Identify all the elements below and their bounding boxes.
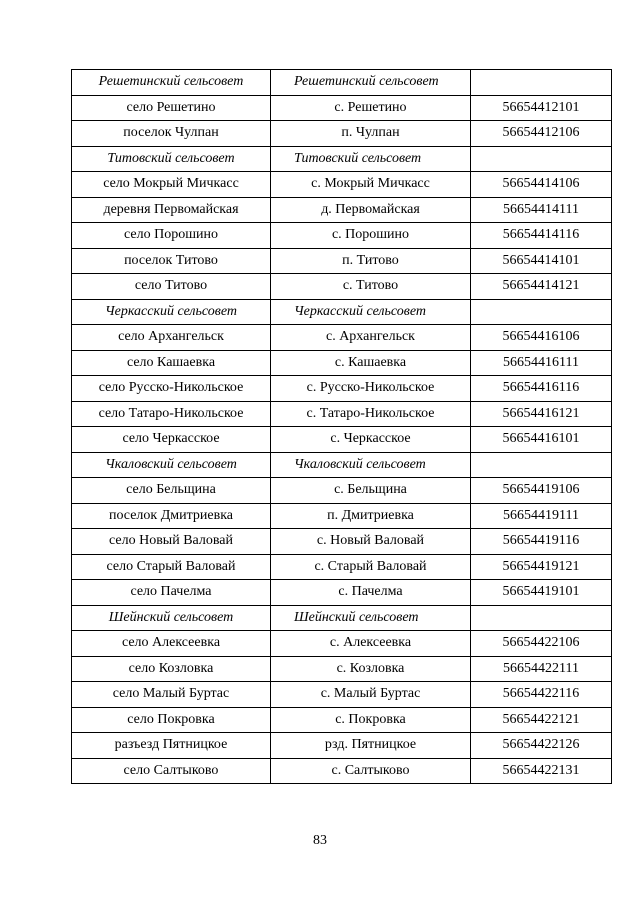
settlement-name-cell: село Титово <box>72 274 271 300</box>
table-row <box>72 223 612 249</box>
settlement-name-cell: Титовский сельсовет <box>72 146 271 172</box>
oktmo-code-cell: 56654419111 <box>471 503 612 529</box>
settlement-name-cell: село Старый Валовай <box>72 554 271 580</box>
settlement-name-cell: село Пачелма <box>72 580 271 606</box>
page-number: 83 <box>313 833 327 848</box>
oktmo-code-cell <box>471 146 612 172</box>
oktmo-code-cell: 56654414116 <box>471 223 612 249</box>
oktmo-code-cell: 56654419116 <box>471 529 612 555</box>
settlement-name-cell: поселок Титово <box>72 248 271 274</box>
settlement-name-cell: село Бельщина <box>72 478 271 504</box>
settlement-short-name-cell: с. Черкасское <box>271 427 471 453</box>
table-row <box>72 529 612 555</box>
oktmo-code-cell: 56654416101 <box>471 427 612 453</box>
oktmo-code-cell: 56654414121 <box>471 274 612 300</box>
table-row <box>72 656 612 682</box>
settlement-short-name-cell: с. Пачелма <box>271 580 471 606</box>
oktmo-code-cell <box>471 452 612 478</box>
settlement-short-name-cell: с. Салтыково <box>271 758 471 784</box>
oktmo-code-cell: 56654414106 <box>471 172 612 198</box>
table-row <box>72 274 612 300</box>
oktmo-code-cell: 56654422121 <box>471 707 612 733</box>
settlement-name-cell: село Салтыково <box>72 758 271 784</box>
table-row <box>72 376 612 402</box>
selsovet-header-row <box>72 146 612 172</box>
settlements-table-body <box>72 70 612 784</box>
settlement-name-cell: село Архангельск <box>72 325 271 351</box>
settlement-short-name-cell: с. Русско-Никольское <box>271 376 471 402</box>
settlement-short-name-cell: с. Титово <box>271 274 471 300</box>
settlement-name-cell: село Порошино <box>72 223 271 249</box>
settlement-name-cell: разъезд Пятницкое <box>72 733 271 759</box>
settlement-name-cell: Решетинский сельсовет <box>72 70 271 96</box>
settlement-name-cell: село Новый Валовай <box>72 529 271 555</box>
table-row <box>72 707 612 733</box>
settlement-name-cell: Шейнский сельсовет <box>72 605 271 631</box>
settlement-short-name-cell: п. Чулпан <box>271 121 471 147</box>
settlement-short-name-cell: с. Козловка <box>271 656 471 682</box>
oktmo-code-cell: 56654419121 <box>471 554 612 580</box>
oktmo-code-cell: 56654414101 <box>471 248 612 274</box>
table-row <box>72 172 612 198</box>
settlement-name-cell: Чкаловский сельсовет <box>72 452 271 478</box>
settlement-short-name-cell: п. Дмитриевка <box>271 503 471 529</box>
oktmo-code-cell: 56654422111 <box>471 656 612 682</box>
oktmo-code-cell: 56654419101 <box>471 580 612 606</box>
selsovet-header-row <box>72 452 612 478</box>
table-row <box>72 503 612 529</box>
settlement-short-name-cell: с. Покровка <box>271 707 471 733</box>
settlement-short-name-cell: Решетинский сельсовет <box>271 70 471 96</box>
settlement-short-name-cell: с. Архангельск <box>271 325 471 351</box>
settlement-short-name-cell: с. Татаро-Никольское <box>271 401 471 427</box>
settlement-name-cell: село Черкасское <box>72 427 271 453</box>
table-row <box>72 554 612 580</box>
settlement-name-cell: поселок Дмитриевка <box>72 503 271 529</box>
table-row <box>72 350 612 376</box>
settlement-name-cell: село Покровка <box>72 707 271 733</box>
settlement-name-cell: село Кашаевка <box>72 350 271 376</box>
oktmo-code-cell: 56654422131 <box>471 758 612 784</box>
settlement-short-name-cell: Шейнский сельсовет <box>271 605 471 631</box>
oktmo-code-cell <box>471 70 612 96</box>
table-row <box>72 95 612 121</box>
settlement-name-cell: село Алексеевка <box>72 631 271 657</box>
settlement-short-name-cell: с. Решетино <box>271 95 471 121</box>
settlement-short-name-cell: с. Порошино <box>271 223 471 249</box>
oktmo-code-cell: 56654412106 <box>471 121 612 147</box>
settlement-short-name-cell: д. Первомайская <box>271 197 471 223</box>
table-row <box>72 325 612 351</box>
oktmo-code-cell <box>471 605 612 631</box>
table-row <box>72 427 612 453</box>
selsovet-header-row <box>72 605 612 631</box>
oktmo-code-cell: 56654414111 <box>471 197 612 223</box>
settlement-short-name-cell: Черкасский сельсовет <box>271 299 471 325</box>
settlement-name-cell: поселок Чулпан <box>72 121 271 147</box>
oktmo-code-cell: 56654419106 <box>471 478 612 504</box>
settlement-short-name-cell: с. Алексеевка <box>271 631 471 657</box>
table-row <box>72 733 612 759</box>
settlement-short-name-cell: рзд. Пятницкое <box>271 733 471 759</box>
oktmo-code-cell: 56654416121 <box>471 401 612 427</box>
table-row <box>72 248 612 274</box>
oktmo-code-cell <box>471 299 612 325</box>
selsovet-header-row <box>72 70 612 96</box>
oktmo-code-cell: 56654416111 <box>471 350 612 376</box>
oktmo-code-cell: 56654412101 <box>471 95 612 121</box>
settlement-name-cell: село Мокрый Мичкасс <box>72 172 271 198</box>
oktmo-code-cell: 56654422116 <box>471 682 612 708</box>
oktmo-code-cell: 56654422106 <box>471 631 612 657</box>
settlement-name-cell: деревня Первомайская <box>72 197 271 223</box>
settlement-short-name-cell: с. Кашаевка <box>271 350 471 376</box>
settlement-name-cell: село Козловка <box>72 656 271 682</box>
table-row <box>72 631 612 657</box>
table-row <box>72 758 612 784</box>
settlement-short-name-cell: Титовский сельсовет <box>271 146 471 172</box>
oktmo-code-cell: 56654416116 <box>471 376 612 402</box>
settlement-name-cell: Черкасский сельсовет <box>72 299 271 325</box>
settlement-short-name-cell: с. Мокрый Мичкасс <box>271 172 471 198</box>
settlement-short-name-cell: с. Малый Буртас <box>271 682 471 708</box>
settlement-short-name-cell: п. Титово <box>271 248 471 274</box>
oktmo-code-cell: 56654416106 <box>471 325 612 351</box>
table-row <box>72 580 612 606</box>
settlement-short-name-cell: с. Бельщина <box>271 478 471 504</box>
selsovet-header-row <box>72 299 612 325</box>
settlement-name-cell: село Малый Буртас <box>72 682 271 708</box>
table-row <box>72 197 612 223</box>
settlement-short-name-cell: с. Старый Валовай <box>271 554 471 580</box>
settlement-short-name-cell: Чкаловский сельсовет <box>271 452 471 478</box>
settlements-table <box>71 69 612 784</box>
settlement-name-cell: село Решетино <box>72 95 271 121</box>
table-row <box>72 478 612 504</box>
table-row <box>72 121 612 147</box>
settlement-name-cell: село Татаро-Никольское <box>72 401 271 427</box>
table-row <box>72 682 612 708</box>
oktmo-code-cell: 56654422126 <box>471 733 612 759</box>
table-row <box>72 401 612 427</box>
settlement-short-name-cell: с. Новый Валовай <box>271 529 471 555</box>
settlement-name-cell: село Русско-Никольское <box>72 376 271 402</box>
